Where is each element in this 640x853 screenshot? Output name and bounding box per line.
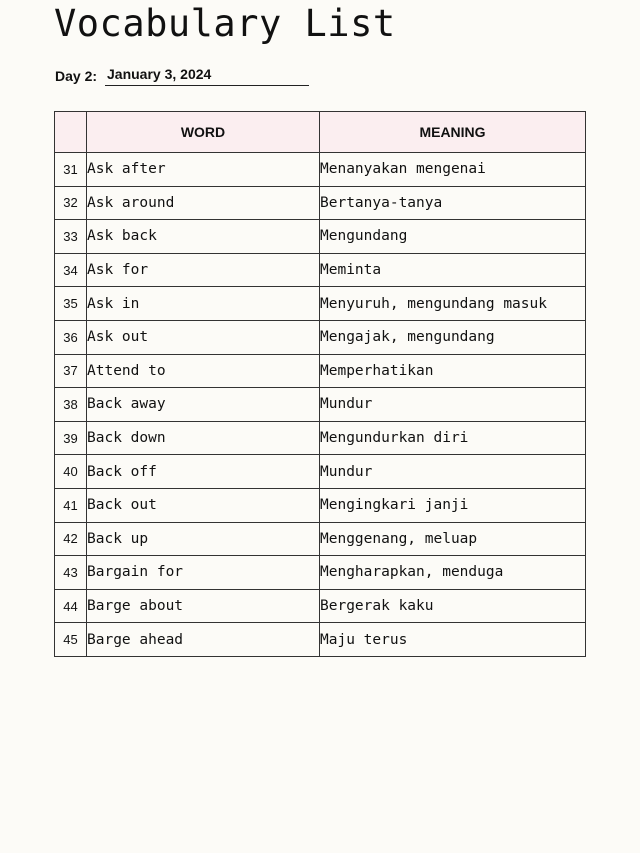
table-row [55,589,586,623]
row-meaning: Bertanya-tanya [320,186,586,220]
row-word: Bargain for [87,556,320,590]
table-row [55,287,586,321]
table-row [55,388,586,422]
row-number: 45 [55,623,87,657]
day-label: Day 2: [55,68,98,84]
row-meaning: Mengajak, mengundang [320,320,586,354]
table-row [55,220,586,254]
table-row [55,153,586,187]
row-number: 34 [55,253,87,287]
row-meaning: Menggenang, meluap [320,522,586,556]
row-meaning: Meminta [320,253,586,287]
page-title: Vocabulary List [54,2,396,45]
row-word: Back off [87,455,320,489]
row-word: Back away [87,388,320,422]
row-word: Ask around [87,186,320,220]
row-number: 32 [55,186,87,220]
header-number [55,112,87,153]
table-row [55,320,586,354]
row-number: 40 [55,455,87,489]
table-row [55,455,586,489]
row-meaning: Mengharapkan, menduga [320,556,586,590]
row-number: 43 [55,556,87,590]
day-date: January 3, 2024 [107,66,212,82]
row-meaning: Bergerak kaku [320,589,586,623]
row-word: Ask for [87,253,320,287]
row-word: Attend to [87,354,320,388]
row-number: 31 [55,153,87,187]
row-number: 38 [55,388,87,422]
row-word: Back down [87,421,320,455]
row-number: 37 [55,354,87,388]
row-word: Barge about [87,589,320,623]
row-number: 33 [55,220,87,254]
table-row [55,556,586,590]
row-number: 36 [55,320,87,354]
table-row [55,488,586,522]
row-number: 41 [55,488,87,522]
row-meaning: Maju terus [320,623,586,657]
row-word: Ask out [87,320,320,354]
row-meaning: Mengundang [320,220,586,254]
table-row [55,623,586,657]
row-meaning: Mundur [320,388,586,422]
header-meaning: MEANING [320,112,586,153]
date-underline [105,85,309,86]
row-word: Back out [87,488,320,522]
row-number: 39 [55,421,87,455]
table-row [55,522,586,556]
row-meaning: Mengingkari janji [320,488,586,522]
row-word: Ask in [87,287,320,321]
row-word: Barge ahead [87,623,320,657]
row-meaning: Mundur [320,455,586,489]
row-word: Ask back [87,220,320,254]
vocabulary-table [54,111,586,657]
table-header-row [55,112,586,153]
row-meaning: Menanyakan mengenai [320,153,586,187]
row-meaning: Mengundurkan diri [320,421,586,455]
row-word: Back up [87,522,320,556]
row-number: 44 [55,589,87,623]
table-row [55,253,586,287]
row-word: Ask after [87,153,320,187]
row-number: 35 [55,287,87,321]
table-row [55,354,586,388]
table-body [55,153,586,657]
row-meaning: Memperhatikan [320,354,586,388]
table-row [55,186,586,220]
row-meaning: Menyuruh, mengundang masuk [320,287,586,321]
table-row [55,421,586,455]
row-number: 42 [55,522,87,556]
day-row [55,64,315,88]
header-word: WORD [87,112,320,153]
